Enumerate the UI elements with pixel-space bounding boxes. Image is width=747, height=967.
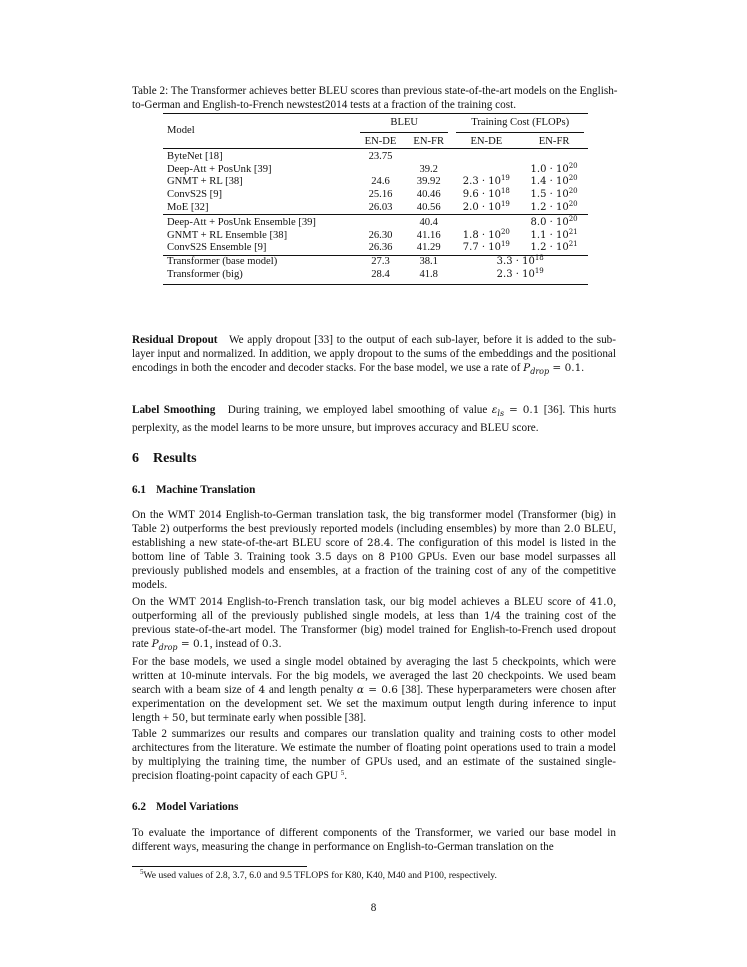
- results-table: [163, 113, 588, 285]
- header-bleu-en-fr: EN-FR: [413, 135, 445, 147]
- cell-bleu-en-fr: 40.4: [419, 217, 438, 229]
- table-row-transformer-base: Transformer (base model) 27.3 38.1 $3.3 \cdot 10^{18}$: [163, 255, 588, 268]
- cell-cost-en-fr: $1.0 \cdot 10^{20}$: [530, 161, 578, 175]
- cell-bleu-en-fr: 39.92: [416, 176, 441, 188]
- cell-cost-en-fr: $1.2 \cdot 10^{20}$: [530, 199, 578, 213]
- table-group-single: [163, 149, 588, 215]
- footnote: $^5$We used values of 2.8, 3.7, 6.0 and 9.5 TFLOPS for K80, K40, M40 and P100, respectively.: [140, 868, 497, 881]
- cell-bleu-en-fr: 40.46: [416, 188, 441, 200]
- table-row: [163, 215, 588, 230]
- cell-cost-en-fr: $1.5 \cdot 10^{20}$: [530, 186, 578, 200]
- cell-cost-en-de: $1.8 \cdot 10^{20}$: [462, 227, 510, 241]
- cell-model: ConvS2S Ensemble [9]: [167, 242, 267, 254]
- footnote-divider: [132, 866, 307, 867]
- table-row: [163, 149, 588, 164]
- cell-cost-en-de: $2.3 \cdot 10^{19}$: [462, 174, 510, 188]
- paragraph-model-variations: To evaluate the importance of different components of the Transformer, we varied our base model in different ways, measuring the change in performance on English-to-German translation on the: [132, 827, 616, 853]
- cell-model: MoE [32]: [167, 201, 209, 213]
- cell-bleu-en-fr: [405, 149, 452, 164]
- cell-cost-en-fr: $1.1 \cdot 10^{21}$: [530, 227, 578, 241]
- cell-model: Deep-Att + PosUnk Ensemble [39]: [167, 217, 316, 229]
- cell-model: GNMT + RL Ensemble [38]: [167, 229, 288, 241]
- paragraph-en-fr-results: On the WMT 2014 English-to-French translation task, our big model achieves a BLEU score of 41.0, outperforming all of the previously published single models, at less than 1/4 the training cost of the previous state-of-the-art model. The Transformer (big) model trained for English-to-French used dropout rate $P_{drop} = 0.1$, instead of 0.3.: [132, 596, 617, 653]
- table-row-transformer-big: Transformer (big) 28.4 41.8 $2.3 \cdot 10^{19}$: [163, 269, 588, 285]
- header-bleu: BLEU: [360, 117, 448, 133]
- cell-bleu-en-de: [356, 164, 405, 177]
- cell-cost-en-de: $2.0 \cdot 10^{19}$: [462, 199, 510, 213]
- cell-bleu-en-de: 25.16: [368, 188, 393, 200]
- paragraph-table-summary: Table 2 summarizes our results and compares our translation quality and training costs to other model architectures from the literature. We estimate the number of floating point operations used to train a model by multiplying the training time, the number of GPUs used, and an estimate of the sustained single-precision floating-point capacity of each GPU $^5$.: [132, 728, 616, 782]
- cell-bleu-en-fr: 41.29: [416, 242, 441, 254]
- cell-model: Deep-Att + PosUnk [39]: [167, 163, 272, 175]
- cell-cost-en-fr: $1.4 \cdot 10^{20}$: [530, 174, 578, 188]
- paragraph-en-de-results: On the WMT 2014 English-to-German translation task, the big transformer model (Transformer (big) in Table 2) outperforms the best previously reported models (including ensembles) by more than 2.0 BLEU, establishing a new state-of-the-art BLEU score of 28.4. The configuration of this model is listed in the bottom line of Table 3. Training took 3.5 days on 8 P100 GPUs. Even our base model surpasses all previously published models and ensembles, at a fraction of the training cost of any of the competitive models.: [132, 509, 617, 591]
- table-row: [163, 230, 588, 243]
- subsection-heading-machine-translation: 6.1 Machine Translation: [132, 484, 256, 496]
- cell-cost-en-fr: $1.2 \cdot 10^{21}$: [530, 240, 578, 254]
- header-training-cost: Training Cost (FLOPs): [456, 117, 584, 133]
- table-row: [163, 242, 588, 255]
- table-row: [163, 164, 588, 177]
- cell-bleu-en-de: 26.30: [368, 229, 393, 241]
- header-model: Model: [167, 124, 195, 136]
- subsection-heading-model-variations: 6.2 Model Variations: [132, 801, 239, 813]
- cell-bleu-en-fr: 39.2: [419, 163, 438, 175]
- cell-bleu-en-de: [356, 215, 405, 230]
- cell-cost-en-fr: $8.0 \cdot 10^{20}$: [530, 215, 578, 229]
- header-cost-en-fr: EN-FR: [538, 135, 570, 147]
- paragraph-residual-dropout: Residual Dropout We apply dropout [33] to the output of each sub-layer, before it is added to the sub-layer input and normalized. In addition, we apply dropout to the sums of the embeddings and the positional encodings in both the encoder and decoder stacks. For the base model, we use a rate of $P_{drop} = 0.1$.: [132, 334, 616, 377]
- table-row: [163, 202, 588, 215]
- header-bleu-en-de: EN-DE: [364, 135, 397, 147]
- header-cost-en-de: EN-DE: [470, 135, 503, 147]
- cell-bleu-en-de: 23.75: [368, 151, 393, 163]
- paragraph-label-smoothing: Label Smoothing During training, we employed label smoothing of value $\varepsilon_{ls} = 0.1$ [36]. This hurts perplexity, as the model learns to be more unsure, but improves accuracy and BLEU score.: [132, 404, 617, 435]
- paragraph-decoding-setup: For the base models, we used a single model obtained by averaging the last 5 checkpoints, which were written at 10-minute intervals. For the big models, we averaged the last 20 checkpoints. We used beam search with a beam size of 4 and length penalty α = 0.6 [38]. These hyperparameters were chosen after experimentation on the development set. We set the maximum output length during inference to input length + 50, but terminate early when possible [38].: [132, 656, 617, 724]
- cell-bleu-en-fr: 41.16: [416, 229, 441, 241]
- cell-model: ByteNet [18]: [167, 151, 223, 163]
- table-caption: Table 2: The Transformer achieves better BLEU scores than previous state-of-the-art models on the English-to-German and English-to-French newstest2014 tests at a fraction of the training cost.: [132, 85, 618, 111]
- page-number: 8: [370, 902, 377, 914]
- cell-cost-en-de: $9.6 \cdot 10^{18}$: [462, 186, 510, 200]
- table-group-ensemble: [163, 215, 588, 256]
- cell-cost-en-de: $7.7 \cdot 10^{19}$: [462, 240, 510, 254]
- cell-cost-en-de: [452, 164, 520, 177]
- table-row: [163, 176, 588, 189]
- cell-bleu-en-de: 24.6: [371, 176, 390, 188]
- cell-model: GNMT + RL [38]: [167, 176, 243, 188]
- cell-cost-en-de: [452, 149, 520, 164]
- cell-model: ConvS2S [9]: [167, 188, 223, 200]
- cell-bleu-en-fr: 40.56: [416, 201, 441, 213]
- cell-cost-en-de: [452, 215, 520, 230]
- cell-bleu-en-de: 26.36: [368, 242, 393, 254]
- cell-bleu-en-de: 26.03: [368, 201, 393, 213]
- section-heading-results: 6 Results: [132, 451, 197, 466]
- table-row: [163, 189, 588, 202]
- cell-cost-en-fr: [520, 149, 588, 164]
